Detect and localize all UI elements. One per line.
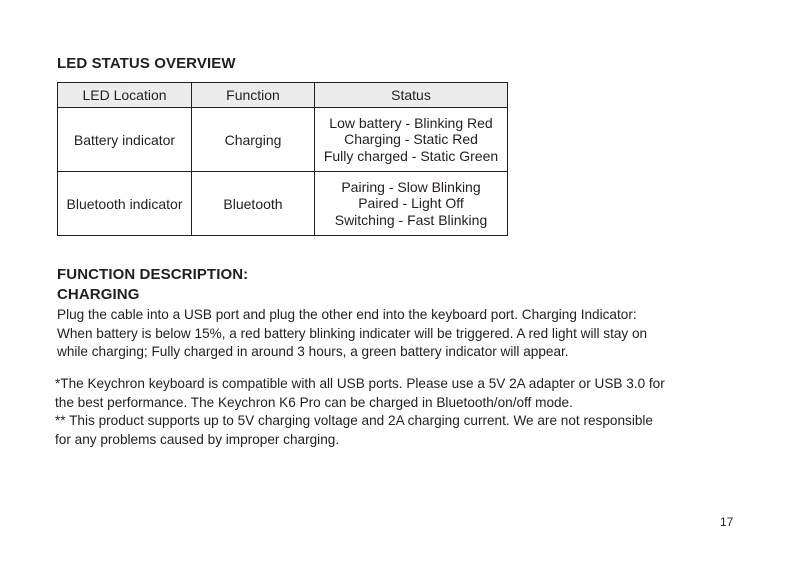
note-line: ** This product supports up to 5V charging voltage and 2A charging current. We are not responsible [55, 413, 653, 428]
header-function: Function [192, 83, 315, 108]
paragraph-line: while charging; Fully charged in around 3 hours, a green battery indicator will appear. [57, 344, 569, 359]
cell-function: Bluetooth [192, 172, 315, 236]
cell-function: Charging [192, 108, 315, 172]
status-line: Charging - Static Red [344, 131, 478, 148]
note-line: *The Keychron keyboard is compatible with all USB ports. Please use a 5V 2A adapter or USB 3.0 for [55, 376, 665, 391]
table-row-bluetooth [58, 172, 508, 236]
status-line: Switching - Fast Blinking [334, 211, 488, 228]
table-header-row [58, 83, 508, 108]
section-title-function-description: FUNCTION DESCRIPTION: [57, 266, 249, 283]
header-status: Status [315, 83, 508, 108]
charging-notes [55, 375, 665, 449]
note-line: the best performance. The Keychron K6 Pro can be charged in Bluetooth/on/off mode. [55, 394, 573, 410]
status-line: Fully charged - Static Green [323, 147, 499, 164]
page-number: 17 [720, 515, 734, 529]
section-title-led-status: LED STATUS OVERVIEW [57, 55, 236, 72]
paragraph-line: When battery is below 15%, a red battery blinking indicater will be triggered. A red light will stay on [57, 325, 648, 341]
cell-status [315, 172, 508, 236]
cell-location: Bluetooth indicator [58, 172, 192, 236]
charging-description [57, 306, 647, 362]
paragraph-line: Plug the cable into a USB port and plug the other end into the keyboard port. Charging Indicator: [57, 307, 637, 322]
status-line: Low battery - Blinking Red [329, 114, 493, 131]
note-line: for any problems caused by improper charging. [55, 431, 340, 447]
led-status-table [57, 82, 508, 236]
cell-location: Battery indicator [58, 108, 192, 172]
cell-status [315, 108, 508, 172]
header-led-location: LED Location [58, 83, 192, 108]
status-line: Pairing - Slow Blinking [341, 178, 481, 195]
table-row-battery [58, 108, 508, 172]
status-line: Paired - Light Off [358, 195, 464, 212]
subsection-title-charging: CHARGING [57, 286, 140, 303]
